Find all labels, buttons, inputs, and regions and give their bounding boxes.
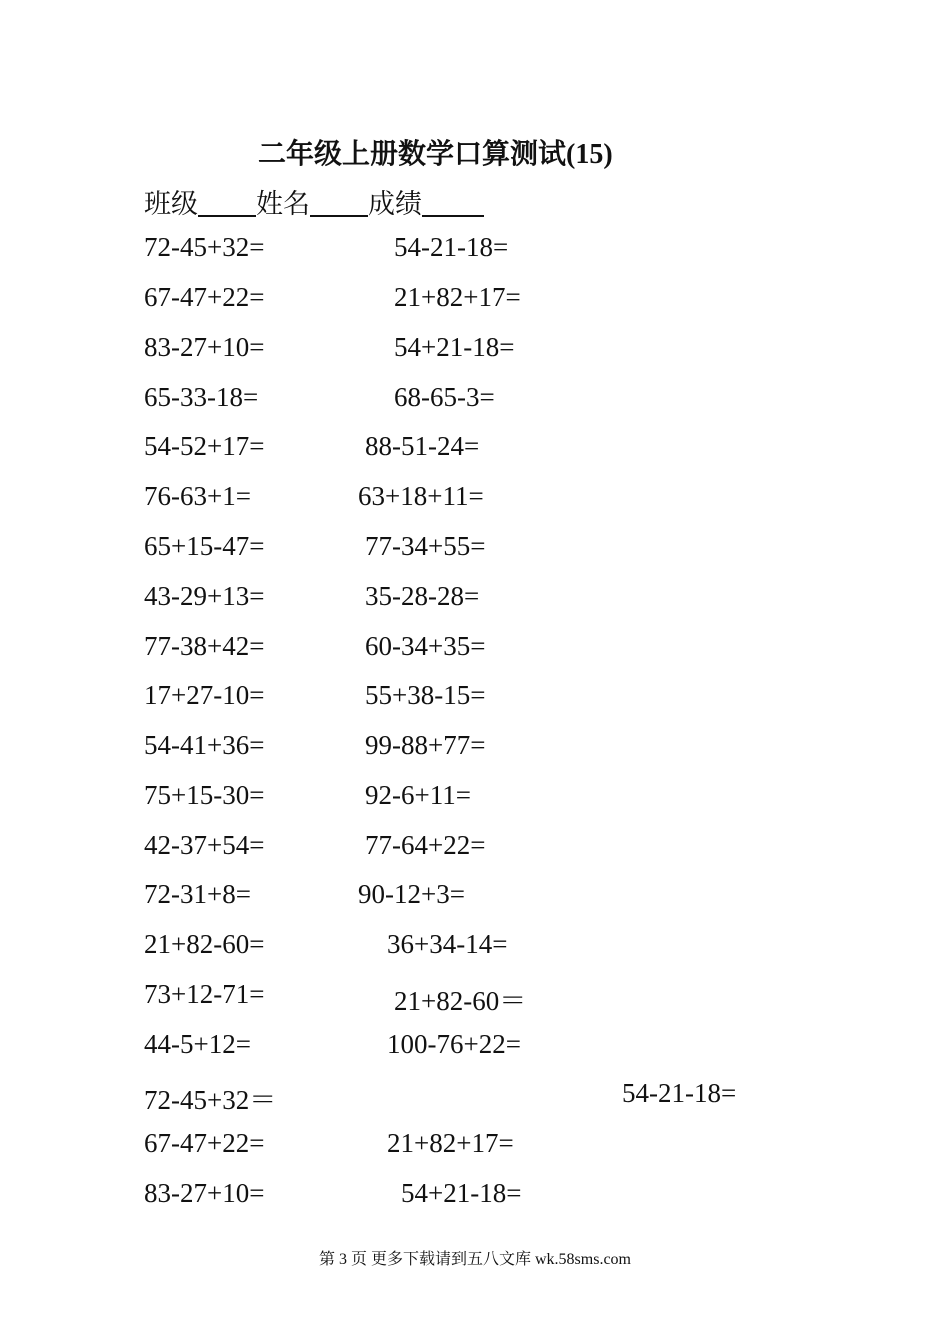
problem-left: 72-45+32= (144, 232, 265, 262)
problem-right: 100-76+22= (387, 1029, 521, 1059)
problem-right: 77-64+22= (365, 830, 486, 860)
problem-left: 72-31+8= (144, 879, 251, 909)
problem-left: 75+15-30= (144, 780, 265, 810)
score-label: 成绩 (368, 189, 422, 220)
problem-left: 83-27+10= (144, 332, 265, 362)
problem-left: 65+15-47= (144, 531, 265, 561)
problem-right: 36+34-14= (387, 929, 508, 959)
student-info-line (144, 182, 484, 221)
problem-right: 54+21-18= (394, 332, 515, 362)
problem-left: 44-5+12= (144, 1029, 251, 1059)
problem-left: 42-37+54= (144, 830, 265, 860)
page-title: 二年级上册数学口算测试(15) (258, 139, 613, 170)
problem-left: 72-45+32＝ (144, 1085, 277, 1115)
problem-right: 77-34+55= (365, 531, 486, 561)
problem-right: 54+21-18= (401, 1178, 522, 1208)
problem-left: 43-29+13= (144, 581, 265, 611)
problem-right: 90-12+3= (358, 879, 465, 909)
problem-right: 21+82+17= (394, 282, 521, 312)
problem-left: 83-27+10= (144, 1178, 265, 1208)
problem-right: 55+38-15= (365, 680, 486, 710)
problem-right: 92-6+11= (365, 780, 471, 810)
problem-left: 77-38+42= (144, 631, 265, 661)
problem-left: 67-47+22= (144, 1128, 265, 1158)
problem-left: 54-52+17= (144, 431, 265, 461)
problem-right: 63+18+11= (358, 481, 484, 511)
name-blank (310, 187, 368, 217)
problem-left: 73+12-71= (144, 979, 265, 1009)
page-footer: 第 3 页 更多下载请到五八文库 wk.58sms.com (318, 1251, 631, 1268)
problem-right: 60-34+35= (365, 631, 486, 661)
problem-left: 65-33-18= (144, 382, 259, 412)
class-blank (198, 187, 256, 217)
problem-right: 54-21-18= (394, 232, 509, 262)
class-label: 班级 (144, 189, 198, 220)
problem-right: 21+82-60＝ (394, 986, 527, 1016)
problem-right: 99-88+77= (365, 730, 486, 760)
problem-right: 21+82+17= (387, 1128, 514, 1158)
problem-left: 21+82-60= (144, 929, 265, 959)
problem-left: 76-63+1= (144, 481, 251, 511)
problem-right: 88-51-24= (365, 431, 480, 461)
problem-left: 17+27-10= (144, 680, 265, 710)
problem-left: 67-47+22= (144, 282, 265, 312)
problem-right: 35-28-28= (365, 581, 480, 611)
problem-right: 68-65-3= (394, 382, 495, 412)
problem-left: 54-41+36= (144, 730, 265, 760)
name-label: 姓名 (256, 189, 310, 220)
score-blank (422, 187, 484, 217)
problem-right: 54-21-18= (622, 1078, 737, 1108)
